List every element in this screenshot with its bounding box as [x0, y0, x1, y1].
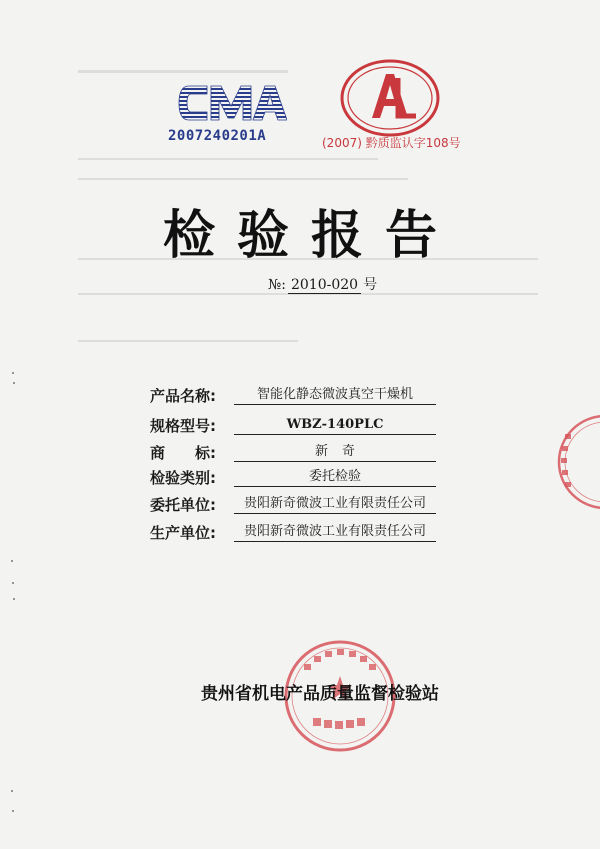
show-through-line — [78, 70, 288, 73]
field-label: 委托单位: — [150, 496, 216, 514]
field-label: 检验类别: — [150, 469, 216, 487]
field-client — [150, 494, 450, 514]
show-through-line — [78, 178, 408, 180]
report-number — [268, 274, 377, 294]
show-through-line — [78, 340, 298, 342]
field-value: 新奇 — [234, 442, 436, 462]
field-value: 贵阳新奇微波工业有限责任公司 — [234, 494, 436, 514]
cal-logo — [338, 58, 443, 144]
field-manufacturer — [150, 522, 450, 542]
report-number-suffix: 号 — [363, 277, 378, 293]
issuing-station: 贵州省机电产品质量监督检验站 — [201, 684, 439, 704]
report-title: 检验报告 — [162, 205, 459, 266]
field-inspection-type — [150, 467, 450, 487]
field-model — [150, 415, 450, 435]
cma-logo — [175, 80, 287, 126]
field-value: 贵阳新奇微波工业有限责任公司 — [234, 522, 436, 542]
report-number-value: 2010-020 — [288, 277, 361, 294]
field-value: 委托检验 — [234, 467, 436, 487]
cma-number: 2007240201A — [168, 128, 267, 144]
field-trademark — [150, 442, 450, 462]
field-label: 生产单位: — [150, 524, 216, 542]
show-through-line — [78, 158, 378, 160]
side-stamp — [553, 412, 600, 516]
field-value: 智能化静态微波真空干燥机 — [234, 385, 436, 405]
field-product-name — [150, 385, 450, 405]
field-value: WBZ-140PLC — [234, 415, 436, 435]
field-label: 商 标: — [150, 444, 216, 462]
field-label: 产品名称: — [150, 387, 216, 405]
cal-number: (2007) 黔质监认字108号 — [322, 136, 461, 150]
report-number-prefix: №: — [268, 277, 286, 293]
field-label: 规格型号: — [150, 417, 216, 435]
